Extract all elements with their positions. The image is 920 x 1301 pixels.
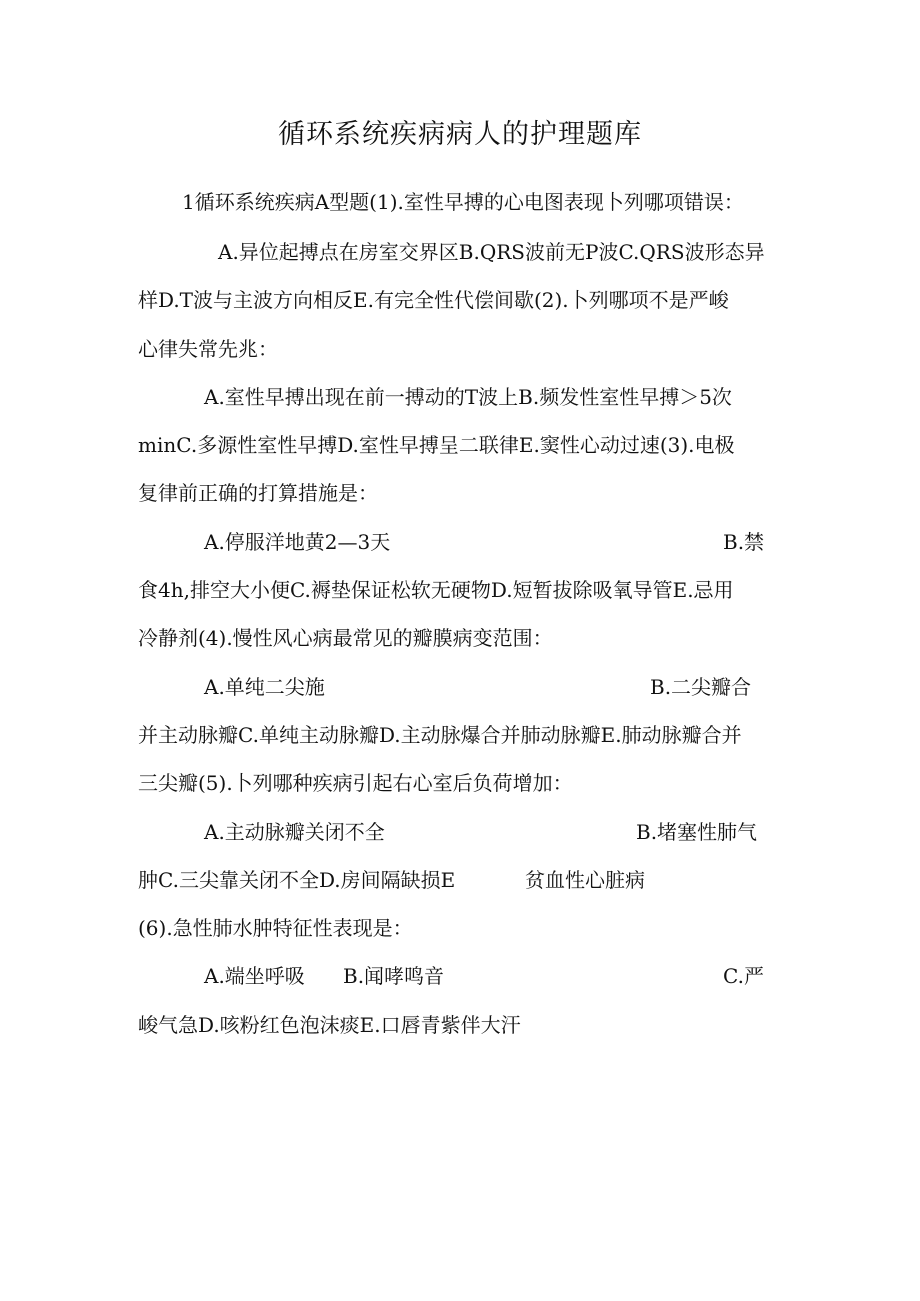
text-line: A.异位起搏点在房室交界区B.QRS波前无P波C.QRS波形态异: [218, 240, 765, 264]
text-line: C.严: [723, 964, 764, 988]
text-line: A.单纯二尖施: [204, 675, 325, 699]
text-line: A.室性早搏出现在前一搏动的T波上B.频发性室性早搏＞5次: [204, 385, 732, 409]
text-line: A.主动脉瓣关闭不全: [204, 820, 385, 844]
page-title: 循环系统疾病病人的护理题库: [278, 119, 642, 150]
text-line: (6).急性肺水肿特征性表现是：: [138, 916, 413, 940]
text-line: 冷静剂(4).慢性风心病最常见的瓣膜病变范围：: [138, 626, 553, 650]
text-line: 贫血性心脏病: [525, 868, 645, 892]
text-line: 三尖瓣(5).卜列哪种疾病引起右心室后负荷增加：: [138, 771, 573, 795]
text-line: B.闻哮鸣音: [343, 964, 445, 988]
text-line: 心律失常先兆：: [138, 337, 278, 361]
text-line: 肿C.三尖靠关闭不全D.房间隔缺损E: [138, 868, 456, 892]
text-line: minC.多源性室性早搏D.室性早搏呈二联律E.窦性心动过速(3).电极: [138, 433, 735, 457]
text-line: 样D.T波与主波方向相反E.有完全性代偿间歇(2).卜列哪项不是严峻: [138, 288, 729, 312]
text-line: B.堵塞性肺气: [636, 820, 758, 844]
text-line: 并主动脉瓣C.单纯主动脉瓣D.主动脉爆合并肺动脉瓣E.肺动脉瓣合并: [138, 723, 742, 747]
text-line: A.停服洋地黄2—3天: [204, 530, 391, 554]
text-line: B.禁: [723, 530, 765, 554]
text-line: 食4h,排空大小便C.褥垫保证松软无硬物D.短暂拔除吸氧导管E.忌用: [138, 578, 734, 602]
text-line: B.二尖瓣合: [650, 675, 752, 699]
text-line: 复律前正确的打算措施是：: [138, 481, 378, 505]
text-line: A.端坐呼吸: [204, 964, 305, 988]
text-line: 峻气急D.咳粉红色泡沫痰E.口唇青紫伴大汗: [138, 1013, 521, 1037]
text-line: 1循环系统疾病A型题(1).室性早搏的心电图表现卜列哪项错误：: [182, 190, 744, 214]
